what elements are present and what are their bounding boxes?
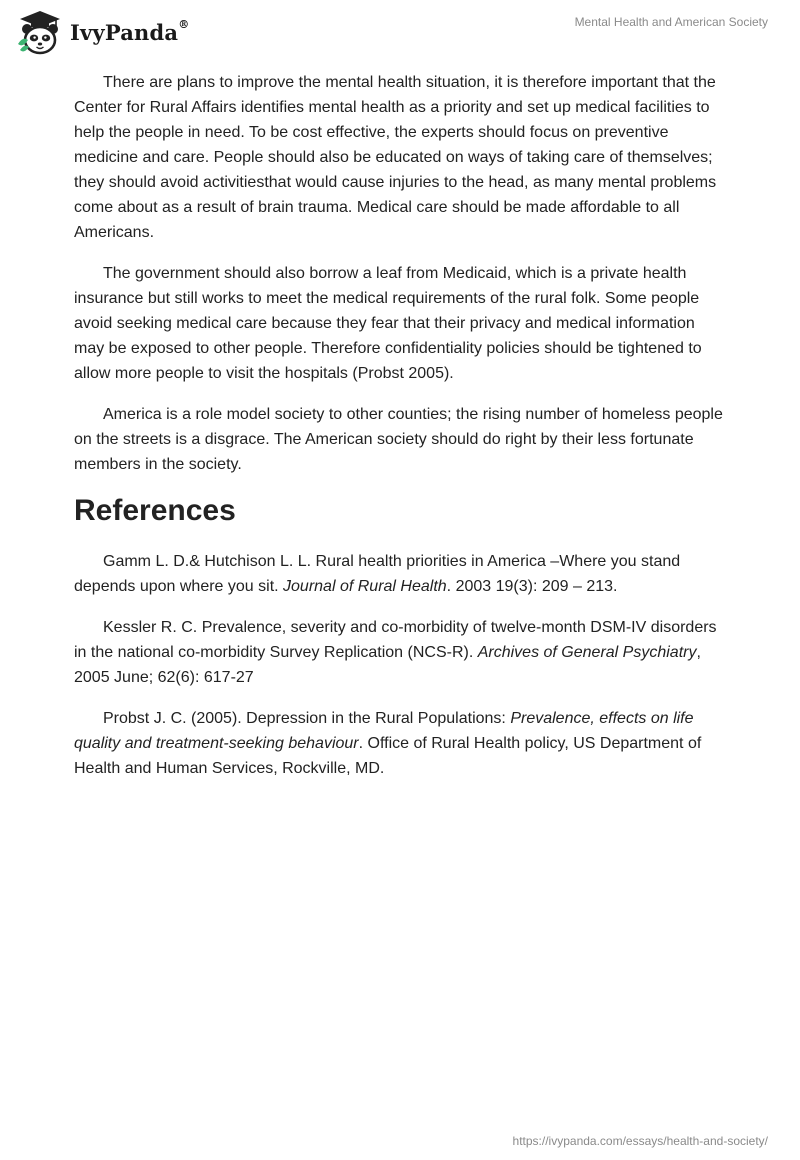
running-title: Mental Health and American Society <box>574 15 768 29</box>
essay-content <box>74 70 726 797</box>
body-paragraph: America is a role model society to other counties; the rising number of homeless people on the streets is a disgrace. The American society should do right by their less fortunate members in the society. <box>74 406 723 473</box>
ivypanda-logo[interactable] <box>14 8 189 56</box>
reference-item: Kessler R. C. Prevalence, severity and co-morbidity of twelve-month DSM-IV disorders in the national co-morbidity Survey Replication (NCS-R). Archives of General Psychiatry, 2005 June; 62(6): 617-27 <box>74 619 717 686</box>
brand-name: IvyPanda® <box>70 17 190 45</box>
source-url[interactable]: https://ivypanda.com/essays/health-and-society/ <box>512 1134 768 1148</box>
body-paragraph: There are plans to improve the mental health situation, it is therefore important that the Center for Rural Affairs identifies mental health as a priority and set up medical facilities to help the people in need. To be cost effective, the experts should focus on preventive medicine and care. People should also be educated on ways of taking care of themselves; they should avoid activitiesthat would cause injuries to the head, as many mental problems come about as a result of brain trauma. Medical care should be made affordable to all Americans. <box>74 74 717 241</box>
reference-item: Probst J. C. (2005). Depression in the Rural Populations: Prevalence, effects on life quality and treatment-seeking behaviour. Office of Rural Health policy, US Department of Health and Human Services, Rockville, MD. <box>74 710 702 777</box>
panda-graduate-icon <box>14 8 66 56</box>
page-header <box>0 0 800 64</box>
reference-item: Gamm L. D.& Hutchison L. L. Rural health priorities in America –Where you stand depends upon where you sit. Journal of Rural Health. 2003 19(3): 209 – 213. <box>74 553 681 595</box>
references-heading: References <box>74 494 236 527</box>
body-paragraph: The government should also borrow a leaf from Medicaid, which is a private health insurance but still works to meet the medical requirements of the rural folk. Some people avoid seeking medical care because they fear that their privacy and medical information may be exposed to other people. Therefore confidentiality policies should be tightened to allow more people to visit the hospitals (Probst 2005). <box>74 265 702 382</box>
